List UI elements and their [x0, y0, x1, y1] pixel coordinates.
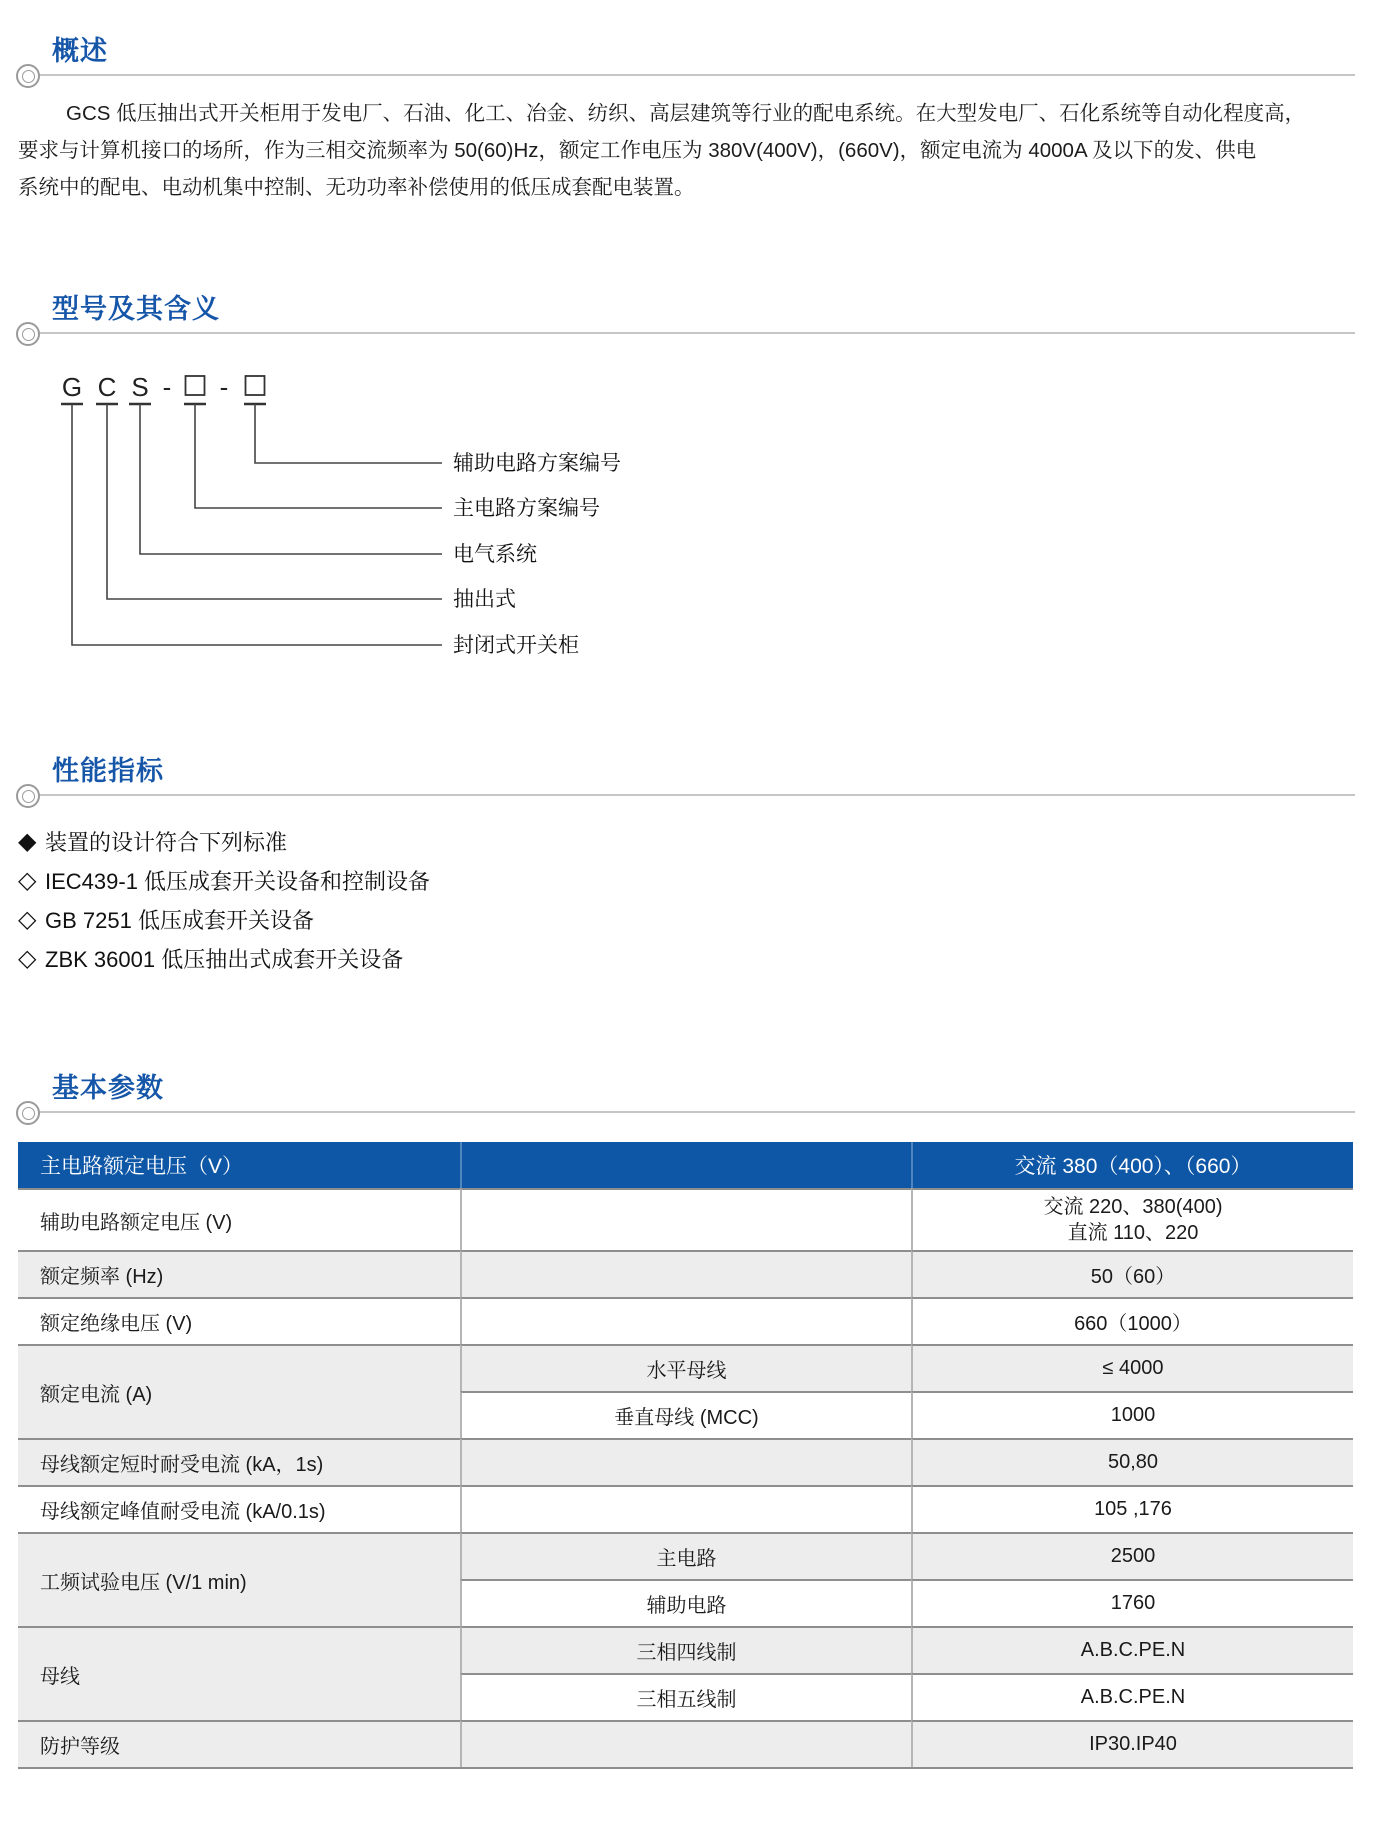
table-cell-empty: [460, 1297, 911, 1344]
section-rule: [37, 332, 1355, 334]
table-row-label: 额定频率 (Hz): [18, 1250, 460, 1297]
code-dash: -: [162, 372, 172, 402]
table-row-label: 工频试验电压 (V/1 min): [18, 1532, 460, 1626]
list-item-text: IEC439-1 低压成套开关设备和控制设备: [45, 869, 431, 894]
model-label-withdrawable: 抽出式: [453, 588, 516, 611]
performance-list: [18, 822, 918, 978]
table-cell-empty: [460, 1485, 911, 1532]
table-cell-value: A.B.C.PE.N: [911, 1626, 1353, 1673]
table-cell-value: 2500: [911, 1532, 1353, 1579]
table-row-label: 辅助电路额定电压 (V): [18, 1188, 460, 1250]
table-cell-value: [911, 1188, 1353, 1250]
list-item: [18, 900, 918, 939]
hollow-diamond-icon: ◇: [18, 944, 37, 972]
list-item: [18, 861, 918, 900]
code-letter-c: C: [97, 372, 117, 402]
table-cell-empty: [460, 1720, 911, 1767]
model-label-enclosed-switchgear: 封闭式开关柜: [453, 634, 579, 657]
section-ring-icon: [16, 1101, 40, 1125]
paragraph-line: 系统中的配电、电动机集中控制、无功功率补偿使用的低压成套配电装置。: [18, 176, 695, 199]
table-header-label: 主电路额定电压（V）: [18, 1142, 460, 1188]
table-row-label: 防护等级: [18, 1720, 460, 1767]
list-item: [18, 939, 918, 978]
section-parameters-header: [0, 1074, 1355, 1134]
section-ring-inner: [22, 328, 35, 341]
table-cell-value: 50,80: [911, 1438, 1353, 1485]
table-header-value: 交流 380（400）、（660）: [911, 1142, 1353, 1188]
section-overview-header: [0, 37, 1355, 97]
section-title-parameters: 基本参数: [52, 1073, 164, 1103]
table-cell-sub: 垂直母线 (MCC): [460, 1391, 911, 1438]
table-row-label: 母线: [18, 1626, 460, 1720]
table-cell-value: A.B.C.PE.N: [911, 1673, 1353, 1720]
table-row-label: 母线额定峰值耐受电流 (kA/0.1s): [18, 1485, 460, 1532]
list-item-text: GB 7251 低压成套开关设备: [45, 908, 314, 933]
table-cell-value: 50（60）: [911, 1250, 1353, 1297]
list-item: [18, 822, 918, 861]
section-ring-inner: [22, 790, 35, 803]
table-cell-sub: 三相五线制: [460, 1673, 911, 1720]
section-rule: [37, 74, 1355, 76]
hollow-diamond-icon: ◇: [18, 905, 37, 933]
paragraph-line: 要求与计算机接口的场所，作为三相交流频率为 50(60)Hz，额定工作电压为 380V(400V)，(660V)，额定电流为 4000A 及以下的发、供电: [18, 139, 1257, 162]
list-item-text: ZBK 36001 低压抽出式成套开关设备: [45, 947, 404, 972]
model-label-electrical-system: 电气系统: [453, 543, 537, 566]
table-cell-sub: 三相四线制: [460, 1626, 911, 1673]
section-title-model: 型号及其含义: [52, 294, 220, 324]
code-box-main-circuit: [186, 376, 205, 395]
value-line: 直流 110、220: [1067, 1222, 1199, 1244]
overview-paragraph: [18, 95, 1358, 206]
model-label-aux-scheme: 辅助电路方案编号: [453, 452, 621, 475]
table-row-label: 母线额定短时耐受电流 (kA，1s): [18, 1438, 460, 1485]
section-ring-icon: [16, 322, 40, 346]
model-code-diagram: [0, 360, 720, 665]
table-cell-value: 1000: [911, 1391, 1353, 1438]
parameters-table: [18, 1142, 1353, 1769]
hollow-diamond-icon: ◇: [18, 866, 37, 894]
model-diagram-svg: [0, 360, 720, 660]
paragraph-line: GCS 低压抽出式开关柜用于发电厂、石油、化工、冶金、纺织、高层建筑等行业的配电系统。在大型发电厂、石化系统等自动化程度高，: [66, 102, 1306, 125]
section-ring-inner: [22, 70, 35, 83]
table-row-label: 额定绝缘电压 (V): [18, 1297, 460, 1344]
code-dash: -: [219, 372, 229, 402]
value-line: 交流 220、380(400): [1043, 1196, 1223, 1218]
code-box-aux-circuit: [246, 376, 265, 395]
table-cell-sub: 主电路: [460, 1532, 911, 1579]
table-cell-value: 105 ,176: [911, 1485, 1353, 1532]
diagram-connectors: [72, 404, 442, 645]
code-letter-g: G: [61, 372, 83, 402]
code-letter-s: S: [131, 372, 149, 402]
model-label-main-scheme: 主电路方案编号: [453, 497, 600, 520]
table-cell-value: IP30.IP40: [911, 1720, 1353, 1767]
section-title-overview: 概述: [52, 36, 108, 66]
section-rule: [37, 1111, 1355, 1113]
table-header-mid: [460, 1142, 911, 1188]
table-cell-value: 1760: [911, 1579, 1353, 1626]
filled-diamond-icon: ◆: [18, 827, 37, 855]
section-ring-inner: [22, 1107, 35, 1120]
table-cell-sub: 辅助电路: [460, 1579, 911, 1626]
table-cell-sub: 水平母线: [460, 1344, 911, 1391]
section-ring-icon: [16, 64, 40, 88]
table-cell-empty: [460, 1250, 911, 1297]
section-ring-icon: [16, 784, 40, 808]
section-rule: [37, 794, 1355, 796]
section-performance-header: [0, 757, 1355, 817]
table-cell-empty: [460, 1438, 911, 1485]
table-cell-value: 660（1000）: [911, 1297, 1353, 1344]
section-title-performance: 性能指标: [52, 756, 164, 786]
list-item-text: 装置的设计符合下列标准: [45, 830, 288, 855]
section-model-header: [0, 295, 1355, 355]
table-cell-value: ≤ 4000: [911, 1344, 1353, 1391]
table-row-label: 额定电流 (A): [18, 1344, 460, 1438]
two-line-value: [1044, 1194, 1223, 1246]
table-cell-empty: [460, 1188, 911, 1250]
